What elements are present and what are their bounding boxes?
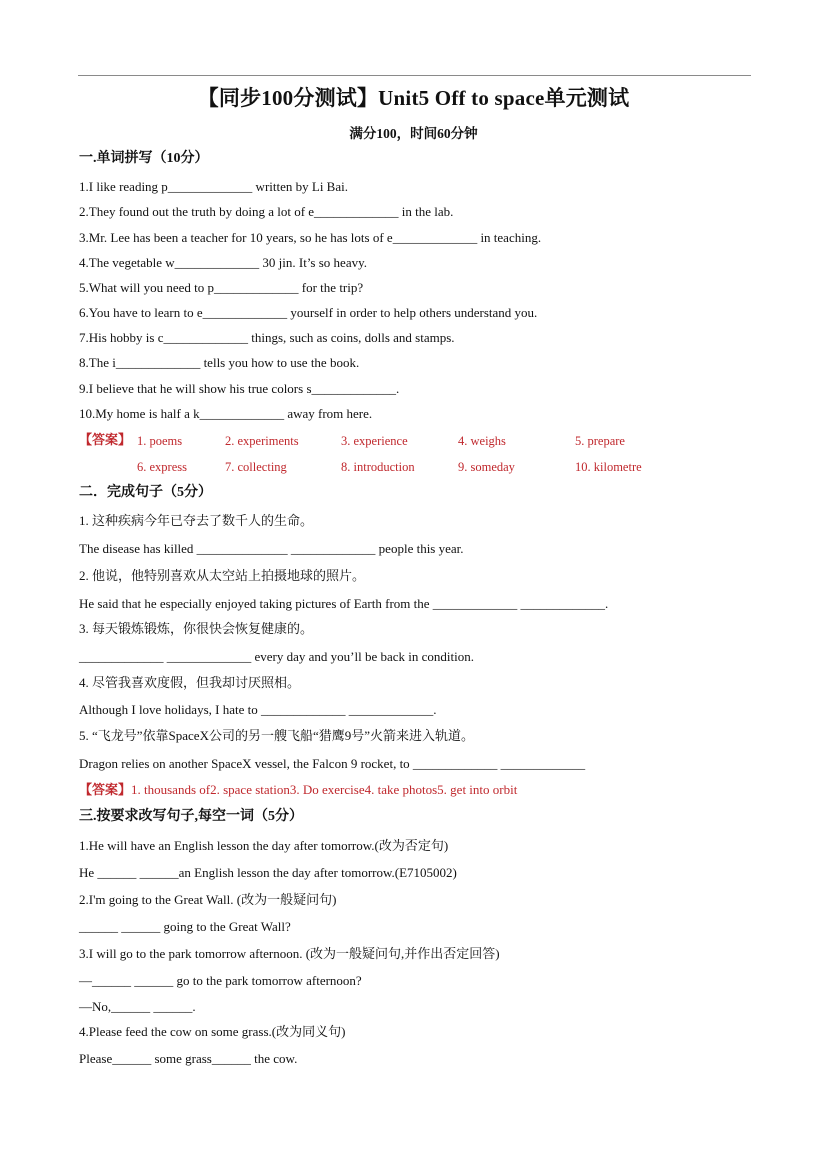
- question-item: Please______ some grass______ the cow.: [79, 1051, 298, 1066]
- section3-heading: 三.按要求改写句子,每空一词（5分）: [79, 809, 303, 824]
- question-item: 1.He will have an English lesson the day after tomorrow.(改为否定句): [79, 838, 449, 853]
- question-item: 10.My home is half a k_____________ away from here.: [79, 406, 373, 421]
- page-subtitle: 满分100，时间60分钟: [349, 126, 478, 141]
- answer-tag: 【答案】: [79, 432, 132, 447]
- question-item: He said that he especially enjoyed taking pictures of Earth from the _____________ _____________.: [79, 596, 609, 611]
- question-item: The disease has killed ______________ _____________ people this year.: [79, 541, 464, 556]
- question-item: 2. 他说，他特别喜欢从太空站上拍摄地球的照片。: [79, 568, 366, 583]
- question-item: 8.The i_____________ tells you how to use the book.: [79, 355, 360, 370]
- question-item: 4. 尽管我喜欢度假，但我却讨厌照相。: [79, 675, 301, 690]
- answer-item: 9. someday: [458, 460, 515, 474]
- answer-item: 8. introduction: [341, 460, 415, 474]
- answer-item: 1. poems: [137, 434, 183, 448]
- answer-item: 6. express: [137, 460, 187, 474]
- answer-item: 2. experiments: [225, 434, 299, 448]
- section2-heading: 二．完成句子（5分）: [79, 485, 212, 500]
- answer-item: 5. prepare: [575, 434, 625, 448]
- question-item: 7.His hobby is c_____________ things, such as coins, dolls and stamps.: [79, 330, 455, 345]
- question-item: 2.They found out the truth by doing a lot of e_____________ in the lab.: [79, 204, 454, 219]
- question-item: Although I love holidays, I hate to _____________ _____________.: [79, 702, 437, 717]
- answer-item: 7. collecting: [225, 460, 287, 474]
- question-item: 6.You have to learn to e_____________ yourself in order to help others understand you.: [79, 305, 538, 320]
- question-item: Dragon relies on another SpaceX vessel, the Falcon 9 rocket, to _____________ _____________: [79, 756, 586, 771]
- answer-item: 10. kilometre: [575, 460, 642, 474]
- header-rule: [78, 75, 751, 76]
- page-title: 【同步100分测试】Unit5 Off to space单元测试: [197, 86, 630, 110]
- answer-text: 1. thousands of2. space station3. Do exercise4. take photos5. get into orbit: [131, 782, 518, 797]
- question-item: He ______ ______an English lesson the day after tomorrow.(E7105002): [79, 865, 457, 880]
- answer-line: [79, 782, 517, 798]
- question-item: 2.I'm going to the Great Wall. (改为一般疑问句): [79, 892, 337, 907]
- section1-heading: 一.单词拼写（10分）: [79, 151, 209, 166]
- question-item: 9.I believe that he will show his true colors s_____________.: [79, 381, 400, 396]
- answer-item: 4. weighs: [458, 434, 506, 448]
- answer-tag: 【答案】: [79, 782, 132, 797]
- question-item: 3.Mr. Lee has been a teacher for 10 years, so he has lots of e_____________ in teaching.: [79, 230, 542, 245]
- answer-item: 3. experience: [341, 434, 408, 448]
- question-item: 1.I like reading p_____________ written by Li Bai.: [79, 179, 348, 194]
- question-item: —______ ______ go to the park tomorrow afternoon?: [79, 973, 362, 988]
- question-item: 3. 每天锻炼锻炼，你很快会恢复健康的。: [79, 621, 314, 636]
- question-item: _____________ _____________ every day and you’ll be back in condition.: [79, 649, 474, 664]
- question-item: 4.The vegetable w_____________ 30 jin. It’s so heavy.: [79, 255, 367, 270]
- question-item: 5.What will you need to p_____________ for the trip?: [79, 280, 364, 295]
- question-item: 3.I will go to the park tomorrow afternoon. (改为一般疑问句,并作出否定回答): [79, 946, 500, 961]
- question-item: —No,______ ______.: [79, 999, 196, 1014]
- question-item: 1. 这种疾病今年已夺去了数千人的生命。: [79, 513, 314, 528]
- question-item: 4.Please feed the cow on some grass.(改为同义句): [79, 1024, 346, 1039]
- question-item: 5. “飞龙号”依靠SpaceX公司的另一艘飞船“猎鹰9号”火箭来进入轨道。: [79, 728, 475, 743]
- question-item: ______ ______ going to the Great Wall?: [79, 919, 291, 934]
